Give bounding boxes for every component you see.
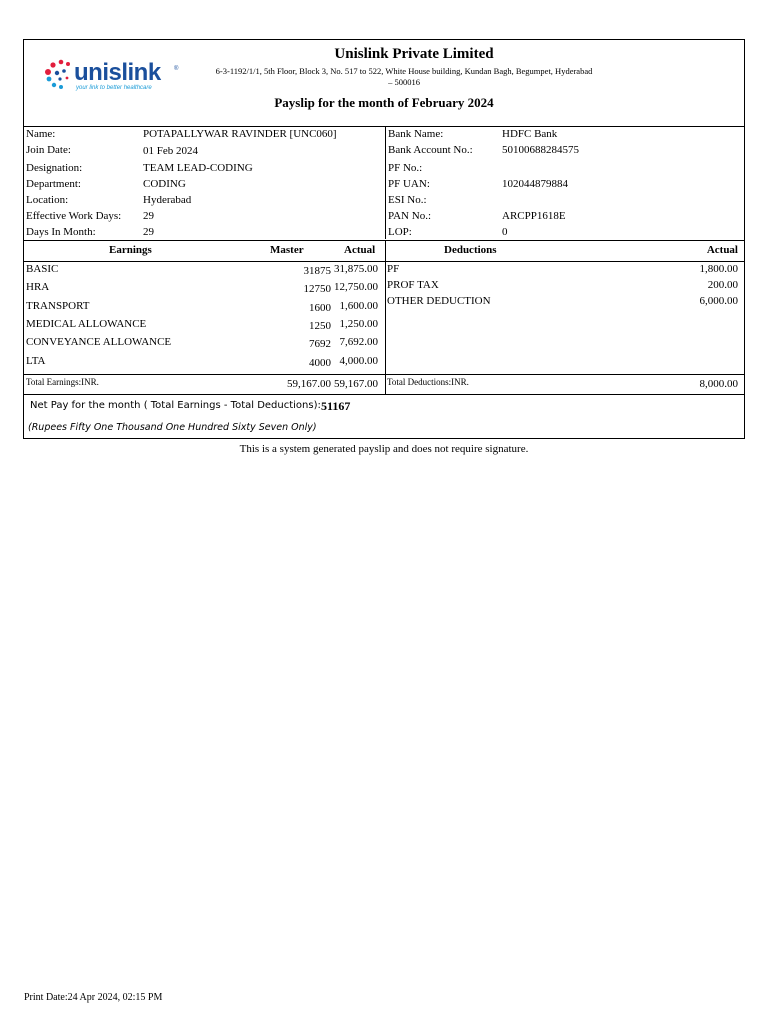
earnings-header: Earnings	[109, 244, 152, 256]
pan-no-value: ARCPP1618E	[502, 210, 566, 222]
lop-value: 0	[502, 226, 508, 238]
net-pay-in-words: (Rupees Fifty One Thousand One Hundred Sixty Seven Only)	[28, 422, 317, 433]
net-pay-value: 51167	[321, 399, 351, 413]
earning-name: CONVEYANCE ALLOWANCE	[26, 336, 172, 348]
total-earnings-label: Total Earnings:INR.	[26, 377, 99, 387]
deduction-name: OTHER DEDUCTION	[387, 295, 491, 307]
total-earnings-actual: 59,167.00	[334, 378, 378, 390]
total-earnings-master: 59,167.00	[287, 378, 331, 390]
work-days-value: 29	[143, 210, 154, 222]
payslip-header	[24, 40, 744, 127]
earning-actual: 1,250.00	[339, 318, 378, 330]
company-logo	[40, 54, 190, 94]
deduction-actual: 1,800.00	[699, 263, 738, 275]
department-value: CODING	[143, 178, 186, 190]
earning-name: MEDICAL ALLOWANCE	[26, 318, 147, 330]
location-label: Location:	[26, 194, 69, 206]
bank-details	[385, 126, 744, 239]
total-deductions-label: Total Deductions:INR.	[387, 377, 469, 387]
earning-name: HRA	[26, 281, 50, 293]
address-line-1: 6-3-1192/1/1, 5th Floor, Block 3, No. 517 to 522, White House building, Kundan Bagh, Begumpet, Hyderabad	[215, 66, 593, 76]
earning-actual: 12,750.00	[334, 281, 378, 293]
earning-master: 12750	[303, 283, 331, 295]
pf-uan-label: PF UAN:	[388, 178, 430, 190]
deduction-name: PF	[387, 263, 400, 275]
esi-no-label: ESI No.:	[388, 194, 427, 206]
earning-master: 1250	[309, 320, 331, 332]
lop-label: LOP:	[388, 226, 412, 238]
net-pay-label: Net Pay for the month ( Total Earnings - Total Deductions):	[30, 400, 321, 411]
company-address	[184, 66, 624, 88]
actual-header: Actual	[344, 244, 376, 256]
deductions-actual-header: Actual	[706, 244, 738, 256]
designation-value: TEAM LEAD-CODING	[143, 162, 253, 174]
account-no-value: 50100688284575	[502, 144, 579, 156]
earning-master: 4000	[309, 357, 331, 369]
bank-name-value: HDFC Bank	[502, 128, 558, 140]
print-date: Print Date:24 Apr 2024, 02:15 PM	[24, 992, 163, 1003]
bank-name-label: Bank Name:	[388, 128, 444, 140]
days-in-month-value: 29	[143, 226, 154, 238]
earnings-deductions-header	[24, 240, 744, 262]
payslip-frame	[23, 39, 745, 439]
pf-no-label: PF No.:	[388, 162, 423, 174]
company-name: Unislink Private Limited	[334, 46, 494, 62]
svg-text:®: ®	[174, 66, 179, 72]
location-value: Hyderabad	[143, 194, 192, 206]
net-pay-section	[24, 395, 744, 439]
days-in-month-label: Days In Month:	[26, 226, 96, 238]
designation-label: Designation:	[26, 162, 83, 174]
employee-details	[24, 126, 386, 239]
pan-no-label: PAN No.:	[388, 210, 431, 222]
totals-row	[24, 374, 744, 395]
system-generated-note: This is a system generated payslip and does not require signature.	[239, 443, 529, 455]
earning-master: 1600	[309, 302, 331, 314]
deduction-name: PROF TAX	[387, 279, 439, 291]
account-no-label: Bank Account No.:	[388, 144, 473, 156]
earning-master: 31875	[303, 265, 331, 277]
earning-actual: 31,875.00	[334, 263, 378, 275]
department-label: Department:	[26, 178, 81, 190]
join-date-value: 01 Feb 2024	[143, 145, 198, 157]
total-deductions-actual: 8,000.00	[699, 378, 738, 390]
master-header: Master	[270, 244, 304, 256]
svg-text:your link to better healthcare: your link to better healthcare	[76, 85, 152, 91]
earning-actual: 4,000.00	[339, 355, 378, 367]
earning-name: LTA	[26, 355, 46, 367]
earning-actual: 1,600.00	[339, 300, 378, 312]
earning-name: TRANSPORT	[26, 300, 90, 312]
address-line-2: – 500016	[388, 77, 420, 87]
earnings-deductions-body	[24, 261, 744, 375]
logo-mark-icon	[40, 54, 190, 94]
employee-name-value: POTAPALLYWAR RAVINDER [UNC060]	[143, 128, 337, 140]
deduction-actual: 6,000.00	[699, 295, 738, 307]
earning-name: BASIC	[26, 263, 59, 275]
payslip-title: Payslip for the month of February 2024	[274, 95, 494, 110]
earning-actual: 7,692.00	[339, 336, 378, 348]
deductions-header: Deductions	[444, 244, 497, 256]
join-date-label: Join Date:	[26, 144, 71, 156]
work-days-label: Effective Work Days:	[26, 210, 122, 222]
earning-master: 7692	[309, 338, 331, 350]
svg-text:unislink: unislink	[74, 59, 161, 86]
pf-uan-value: 102044879884	[502, 178, 568, 190]
employee-name-label: Name:	[26, 128, 56, 140]
deduction-actual: 200.00	[707, 279, 738, 291]
